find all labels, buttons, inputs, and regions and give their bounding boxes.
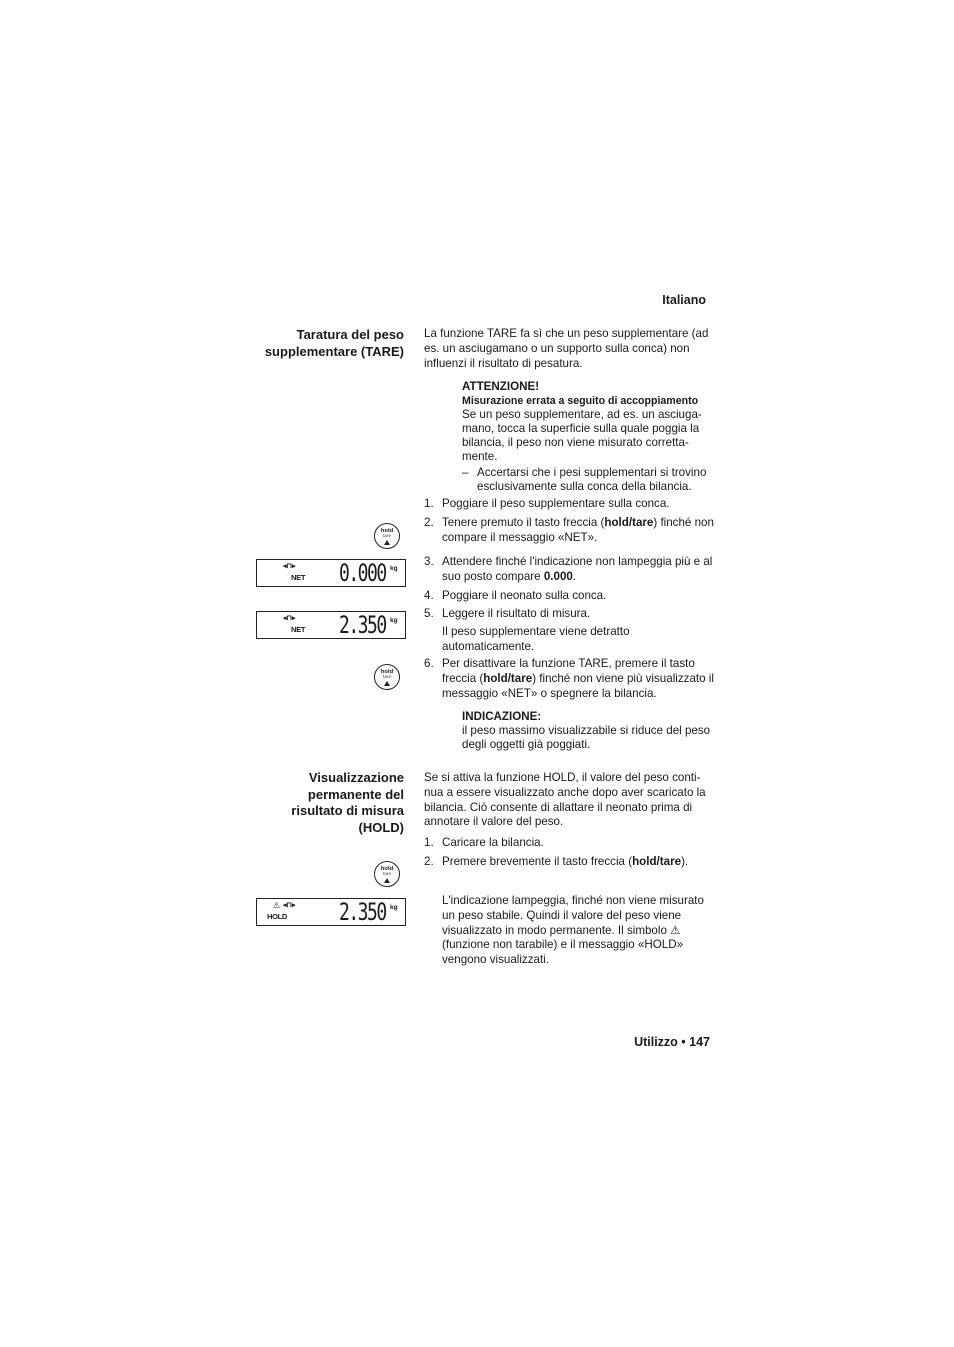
display-label: HOLD [267,912,288,921]
stable-icon: ◂⊓▸ [283,902,296,909]
step-6: 6. Per disattivare la funzione TARE, premere il tasto freccia (hold/tare) finché non viene più visualizzato il messaggio «NET» o spegnere la bilancia. [424,657,714,700]
tare-intro: La funzione TARE fa sì che un peso supplementare (ad es. un asciugamano o un supporto sulla conca) non influenzi il risultato di pesatura. [424,327,709,370]
hold-step-1: 1. Caricare la bilancia. [424,836,544,849]
hold-tare-button-icon: hold tare [374,664,400,690]
warning-bullet: – Accertarsi che i pesi supplementari si trovino esclusivamente sulla conca della bilancia. [462,466,707,493]
language-header: Italiano [662,293,706,307]
hold-tare-button-icon: hold tare [374,861,400,887]
step-4: 4. Poggiare il neonato sulla conca. [424,589,607,602]
warning-block [462,380,714,494]
display-unit: kg [390,617,398,624]
warning-triangle-icon: ⚠ [670,923,681,937]
scale-display-net-value [256,611,406,639]
page-footer: Utilizzo • 147 [634,1035,710,1049]
display-digits: 2.350 [339,611,386,639]
hold-intro: Se si attiva la funzione HOLD, il valore del peso conti-nua a essere visualizzato anche dopo aver scaricato la bilancia. Ciò consente di allattare il neonato prima di annotare il valore del peso. [424,771,706,829]
display-unit: kg [390,904,398,911]
step-2: 2. Tenere premuto il tasto freccia (hold/tare) finché non compare il messaggio «NET». [424,516,714,544]
warning-triangle-icon: ⚠ [273,901,281,910]
warning-title: ATTENZIONE! [462,380,540,393]
display-digits: 0.000 [339,559,386,587]
step-1: 1. Poggiare il peso supplementare sulla conca. [424,497,670,510]
note-block [462,710,714,752]
stable-icon: ◂⊓▸ [283,615,296,622]
warning-text: Se un peso supplementare, ad es. un asciuga-mano, tocca la superficie sulla quale poggia la bilancia, il peso non viene misurato corretta-mente. [462,408,702,463]
step-3: 3. Attendere finché l'indicazione non lampeggia più e al suo posto compare 0.000. [424,555,713,583]
warning-subtitle: Misurazione errata a seguito di accoppiamento [462,395,699,407]
display-digits: 2.350 [339,898,386,926]
section-title-hold: Visualizzazione permanente del risultato di misura (HOLD) [291,770,404,835]
note-text: il peso massimo visualizzabile si riduce del peso degli oggetti già poggiati. [462,724,711,751]
hold-tare-button-icon: hold tare [374,523,400,549]
note-title: INDICAZIONE: [462,710,542,723]
section-title-tare: Taratura del peso supplementare (TARE) [264,327,404,359]
display-label: NET [291,625,306,634]
scale-display-net-zero [256,559,406,587]
hold-outro: L'indicazione lampeggia, finché non viene misurato un peso stabile. Quindi il valore del peso viene visualizzato in modo permanente. Il simbolo ⚠ (funzione non tarabile) e il messaggio «HOLD» vengono visualizzati. [442,894,704,967]
scale-display-hold [256,898,406,926]
hold-step-2: 2. Premere brevemente il tasto freccia (hold/tare). [424,855,689,868]
display-label: NET [291,573,306,582]
stable-icon: ◂⊓▸ [283,563,296,570]
step-5: 5. Leggere il risultato di misura. Il peso supplementare viene detratto automaticamente. [424,607,630,653]
display-unit: kg [390,565,398,572]
